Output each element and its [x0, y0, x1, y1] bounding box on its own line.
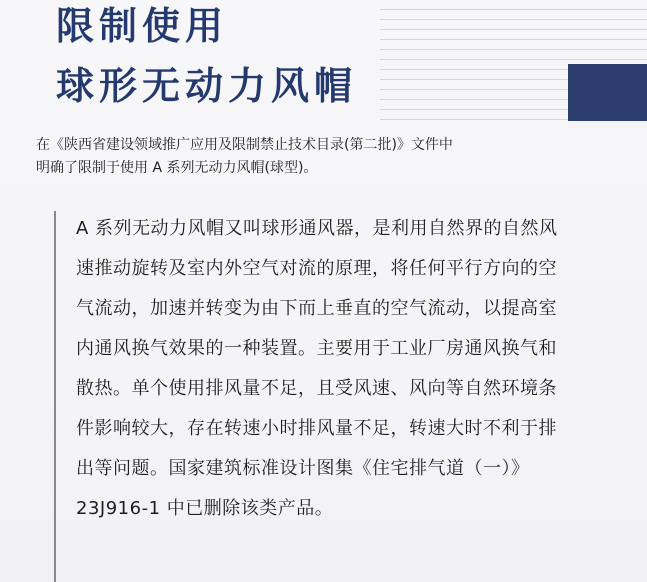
- body-line: 散热。单个使用排风量不足，且受风速、风向等自然环境条: [76, 378, 557, 399]
- body-line: 23J916-1 中已删除该类产品。: [76, 498, 334, 519]
- body-line: 气流动，加速并转变为由下而上垂直的空气流动，以提高室: [76, 298, 557, 319]
- body-line: 出等问题。国家建筑标准设计图集《住宅排气道（一）》: [76, 458, 530, 479]
- intro-paragraph: [36, 134, 626, 180]
- page-title-line-2: 球形无动力风帽: [56, 64, 358, 108]
- body-line: A 系列无动力风帽又叫球形通风器，是利用自然界的自然风: [76, 218, 558, 239]
- page-title-line-1: 限制使用: [56, 4, 229, 48]
- quote-bar: [54, 211, 56, 582]
- intro-line: 在《陕西省建设领域推广应用及限制禁止技术目录(第二批)》文件中: [36, 137, 453, 153]
- body-paragraph: [76, 209, 624, 529]
- decorative-block: [568, 64, 647, 121]
- body-line: 件影响较大，存在转速小时排风量不足，转速大时不利于排: [76, 418, 557, 439]
- intro-line: 明确了限制于使用 A 系列无动力风帽(球型)。: [36, 160, 318, 176]
- body-line: 内通风换气效果的一种装置。主要用于工业厂房通风换气和: [76, 338, 557, 359]
- body-line: 速推动旋转及室内外空气对流的原理，将任何平行方向的空: [76, 258, 557, 279]
